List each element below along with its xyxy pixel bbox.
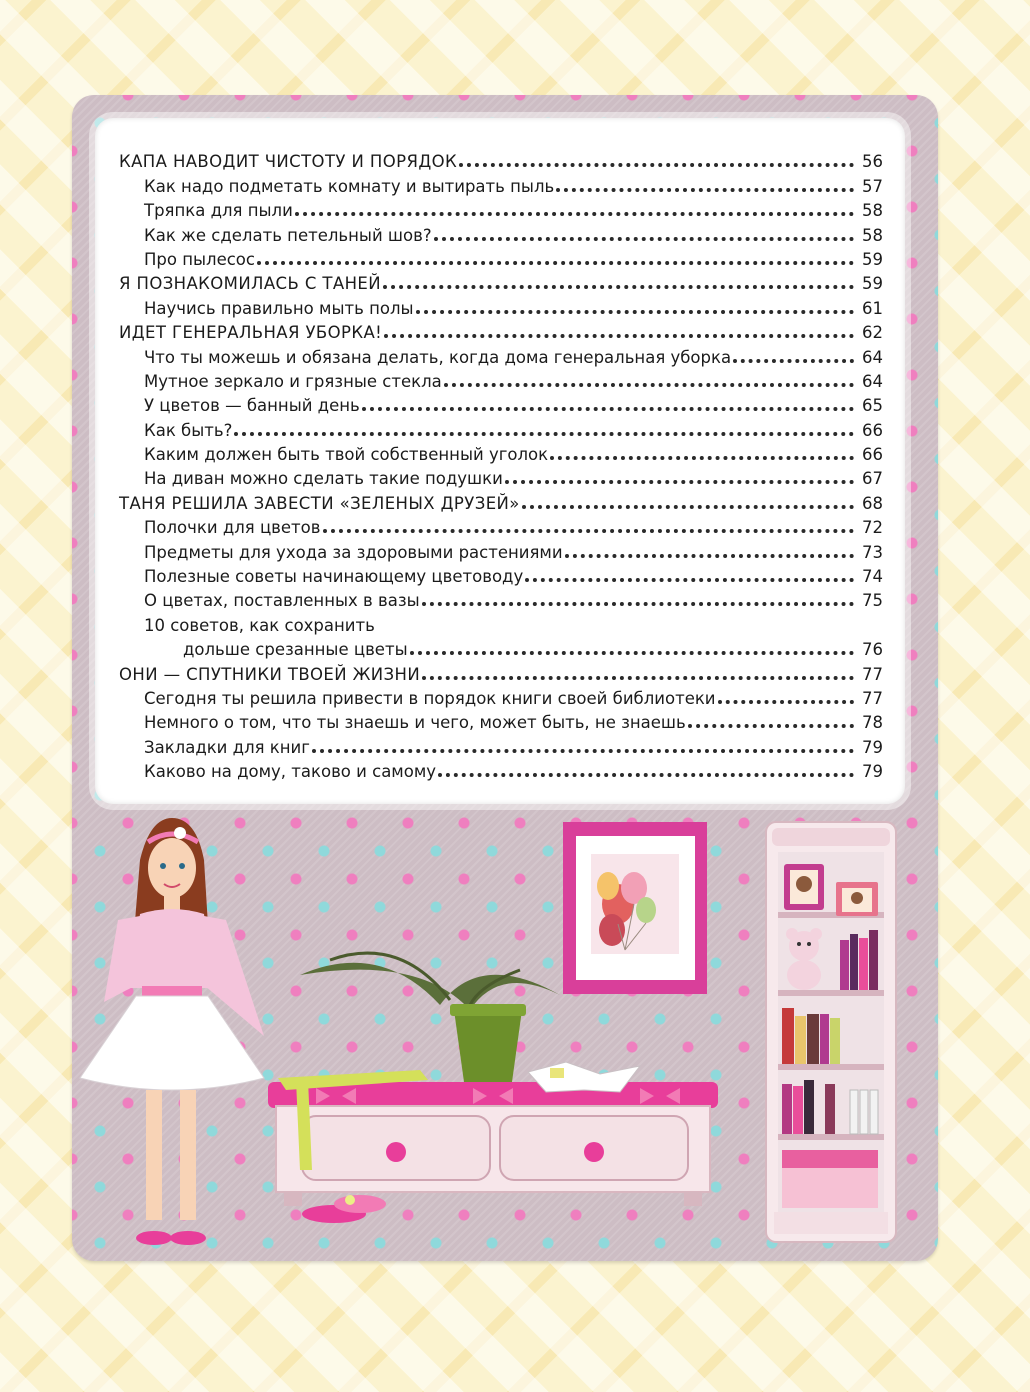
toc-entry-title: КАПА НАВОДИТ ЧИСТОТУ И ПОРЯДОК <box>119 152 458 172</box>
toc-entry-title: Немного о том, что ты знаешь и чего, может быть, не знаешь <box>144 713 686 733</box>
potted-plant <box>300 953 560 1082</box>
toc-entry-title: Как же сделать петельный шов? <box>144 225 432 245</box>
toc-entry-title: Я ПОЗНАКОМИЛАСЬ С ТАНЕЙ <box>119 274 381 294</box>
toc-entry-title: Закладки для книг <box>144 737 310 757</box>
toc-page-number: 79 <box>862 762 883 782</box>
toc-entry-title: 10 советов, как сохранить <box>144 615 375 635</box>
toc-entry-title: Тряпка для пыли <box>144 201 293 221</box>
toc-page-number: 62 <box>862 323 883 343</box>
toc-entry-title: Предметы для ухода за здоровыми растениями <box>144 542 563 562</box>
toc-entry-title: Что ты можешь и обязана делать, когда дома генеральная уборка <box>144 347 732 367</box>
toc-entry-title: Полезные советы начинающему цветоводу <box>144 567 524 587</box>
toc-entry-title: Научись правильно мыть полы <box>144 298 414 318</box>
toc-page-number: 79 <box>862 737 883 757</box>
toc-page-number: 65 <box>862 396 883 416</box>
girl <box>80 818 264 1245</box>
toc-page-number: 75 <box>862 591 883 611</box>
toc-entry-title: Сегодня ты решила привести в порядок книги своей библиотеки <box>144 688 716 708</box>
dresser <box>268 1070 718 1206</box>
toc-page-number: 56 <box>862 152 883 172</box>
toc-page-number: 66 <box>862 420 883 440</box>
slippers <box>302 1195 386 1223</box>
toc-entry-title: Каково на дому, таково и самому <box>144 762 437 782</box>
toc-page-number: 58 <box>862 225 883 245</box>
toc-page-number: 58 <box>862 201 883 221</box>
toc-entry-title: Полочки для цветов <box>144 518 321 538</box>
toc-entry-title: Каким должен быть твой собственный уголок <box>144 445 549 465</box>
framed-picture-balloons <box>563 822 707 994</box>
bookcase <box>766 822 896 1242</box>
toc-entry-title: Про пылесос <box>144 249 255 269</box>
toc-page-number: 78 <box>862 713 883 733</box>
toc-page-number: 73 <box>862 542 883 562</box>
toc-page-number: 57 <box>862 176 883 196</box>
toc-page-number: 64 <box>862 371 883 391</box>
toc-page-number: 61 <box>862 298 883 318</box>
toc-entry-title: ОНИ — СПУТНИКИ ТВОЕЙ ЖИЗНИ <box>119 664 421 684</box>
toc-entry-title: Мутное зеркало и грязные стекла <box>144 371 442 391</box>
toc-entry-title: дольше срезанные цветы <box>183 640 408 660</box>
toc-page-number: 74 <box>862 567 883 587</box>
toc-page-number: 77 <box>862 688 883 708</box>
toc-page-number: 76 <box>862 640 883 660</box>
toc-page-number: 77 <box>862 664 883 684</box>
toc-entry-title: У цветов — банный день <box>144 396 360 416</box>
toc-page-number: 68 <box>862 493 883 513</box>
toc-entry-title: Как надо подметать комнату и вытирать пыль <box>144 176 555 196</box>
toc-page-number: 72 <box>862 518 883 538</box>
toc-page-number: 64 <box>862 347 883 367</box>
toc-page-number: 59 <box>862 249 883 269</box>
toc-entry-title: На диван можно сделать такие подушки <box>144 469 503 489</box>
open-book <box>528 1062 640 1092</box>
toc-entry-title: ТАНЯ РЕШИЛА ЗАВЕСТИ «ЗЕЛЕНЫХ ДРУЗЕЙ» <box>119 493 520 513</box>
toc-entry-title: О цветах, поставленных в вазы <box>144 591 420 611</box>
toc-page-number: 59 <box>862 274 883 294</box>
toc-page-number: 67 <box>862 469 883 489</box>
toc-page-number: 66 <box>862 445 883 465</box>
toc-entry-title: Как быть? <box>144 420 233 440</box>
toc-entry-title: ИДЕТ ГЕНЕРАЛЬНАЯ УБОРКА! <box>119 323 383 343</box>
